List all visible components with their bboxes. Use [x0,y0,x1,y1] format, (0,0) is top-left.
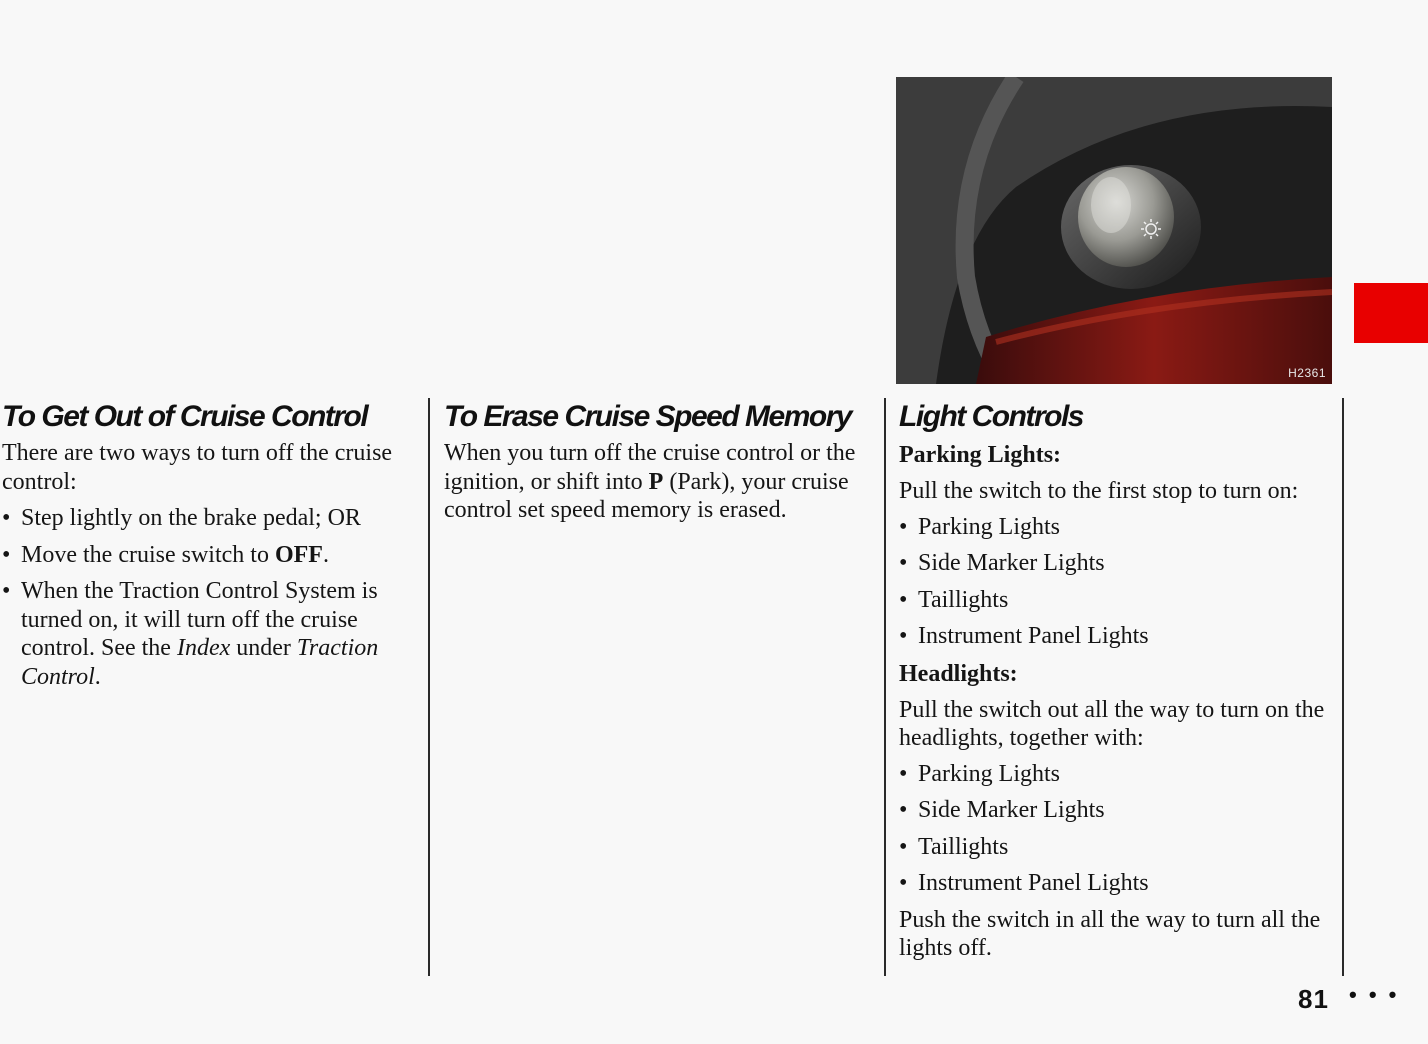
list-item: • When the Traction Control System is turned on, it will turn off the cruise control. See the Index under Traction Control. [2,577,422,691]
parking-lights-intro: Pull the switch to the first stop to turn on: [899,478,1299,504]
list-item: • Instrument Panel Lights [899,869,1331,898]
column-divider-2 [884,398,886,976]
page-dots: • • • [1349,982,1400,1007]
closing-text: Push the switch in all the way to turn all the lights off. [899,906,1321,961]
park-keyword: P [648,468,664,495]
list-item: • Side Marker Lights [899,549,1331,578]
list-item: • Side Marker Lights [899,796,1331,825]
section-tab [1354,283,1428,343]
light-switch-illustration [896,77,1332,384]
traction-control-reference: Traction Control [21,635,379,690]
page-number: 81 [1298,984,1329,1014]
index-reference: Index [176,635,231,661]
intro-text: There are two ways to turn off the cruise control: [2,440,393,495]
light-controls-section [899,395,1331,970]
list-item: • Instrument Panel Lights [899,622,1331,651]
column-divider-1 [428,398,430,976]
off-keyword: OFF [274,541,323,568]
list-item: • Parking Lights [899,760,1331,789]
erase-memory-section [444,395,864,525]
light-switch-photo [896,77,1332,384]
list-item: • Move the cruise switch to OFF. [2,541,422,570]
headlights-intro: Pull the switch out all the way to turn on the headlights, together with: [899,696,1325,751]
body-text: When you turn off the cruise control or the ignition, or shift into P (Park), your cruise control set speed memory is erased. [444,440,856,523]
section-title: Light Controls [899,400,1083,433]
headlights-heading: Headlights: [899,660,1018,687]
list-item: • Step lightly on the brake pedal; OR [2,504,422,533]
photo-code: H2361 [1288,366,1326,380]
list-item: • Taillights [899,586,1331,615]
column-divider-3 [1342,398,1344,976]
section-title: To Get Out of Cruise Control [2,400,368,433]
cruise-off-section [2,395,422,699]
section-title: To Erase Cruise Speed Memory [444,400,852,433]
list-item: • Taillights [899,833,1331,862]
list-item: • Parking Lights [899,513,1331,542]
parking-lights-heading: Parking Lights: [899,442,1062,468]
